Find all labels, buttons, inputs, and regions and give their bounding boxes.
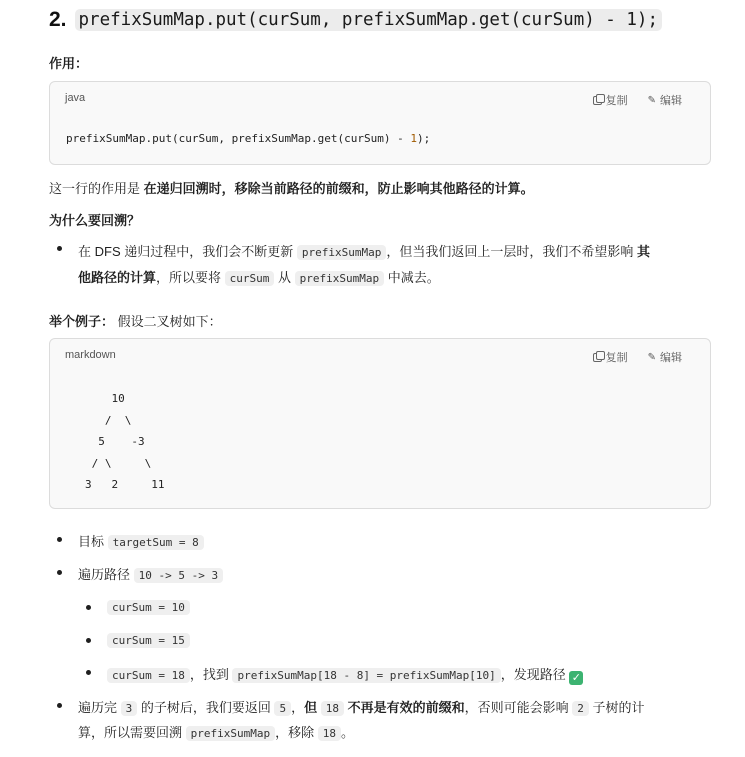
code-lang-label: java <box>65 92 86 104</box>
path-bullet: 遍历路径 10 -> 5 -> 3 <box>78 564 223 583</box>
sub-bullet-1: curSum = 10 <box>107 599 190 614</box>
why-bullet-line2: 他路径的计算，所以要将 curSum 从 prefixSumMap 中减去。 <box>78 270 440 285</box>
edit-button[interactable]: ✎ 编辑 <box>647 94 682 107</box>
effect-paragraph: 这一行的作用是 在递归回溯时，移除当前路径的前缀和，防止影响其他路径的计算。 <box>49 181 534 196</box>
copy-button[interactable]: 复制 <box>593 92 628 108</box>
copy-icon <box>593 353 602 362</box>
sub-bullet-3: curSum = 18 ，找到 prefixSumMap[18 - 8] = prefixSumMap[10] ，发现路径 ✓ <box>107 664 583 685</box>
sub-bullet-2: curSum = 15 <box>107 632 190 647</box>
tree-line: 3 2 11 <box>85 478 165 491</box>
code-lang-label: markdown <box>65 349 116 361</box>
tree-line: / \ <box>85 413 132 427</box>
tree-line: 5 -3 <box>85 435 145 448</box>
purpose-label: 作用： <box>49 56 89 71</box>
section-heading <box>49 5 662 35</box>
tree-code <box>85 388 164 496</box>
example-label: 举个例子： 假设二叉树如下： <box>49 314 222 329</box>
copy-icon <box>593 96 602 105</box>
code-block-markdown <box>49 338 711 509</box>
pen-icon: ✎ <box>647 351 656 363</box>
bullet-dot <box>57 246 62 251</box>
bullet-dot <box>57 570 62 575</box>
bullet-dot <box>57 537 62 542</box>
heading-number: 2. <box>49 8 67 31</box>
bullet-dot <box>86 638 91 643</box>
tree-line: / \ \ <box>85 456 152 470</box>
edit-button[interactable]: ✎ 编辑 <box>647 351 682 364</box>
bullet-dot <box>86 670 91 675</box>
why-bullet-line1: 在 DFS 递归过程中，我们会不断更新 prefixSumMap ，但当我们返回上一层时，我们不希望影响 其 <box>78 244 650 259</box>
pen-icon: ✎ <box>647 94 656 106</box>
last-bullet-line2: 算，所以需要回溯 prefixSumMap ，移除 18 。 <box>78 725 354 740</box>
target-bullet: 目标 targetSum = 8 <box>78 531 204 550</box>
code-block-java <box>49 81 711 165</box>
heading-code: prefixSumMap.put(curSum, prefixSumMap.get(curSum) - 1); <box>75 9 662 31</box>
code-line: prefixSumMap.put(curSum, prefixSumMap.get(curSum) - 1); <box>66 132 431 145</box>
bullet-dot <box>57 703 62 708</box>
checkmark-icon: ✓ <box>569 671 583 685</box>
why-label: 为什么要回溯？ <box>49 213 141 228</box>
last-bullet-line1: 遍历完 3 的子树后，我们要返回 5 ，但 18 不再是有效的前缀和，否则可能会影响 2 子树的计 <box>78 700 645 715</box>
copy-button[interactable]: 复制 <box>593 349 628 365</box>
bullet-dot <box>86 605 91 610</box>
tree-line: 10 <box>85 392 125 405</box>
